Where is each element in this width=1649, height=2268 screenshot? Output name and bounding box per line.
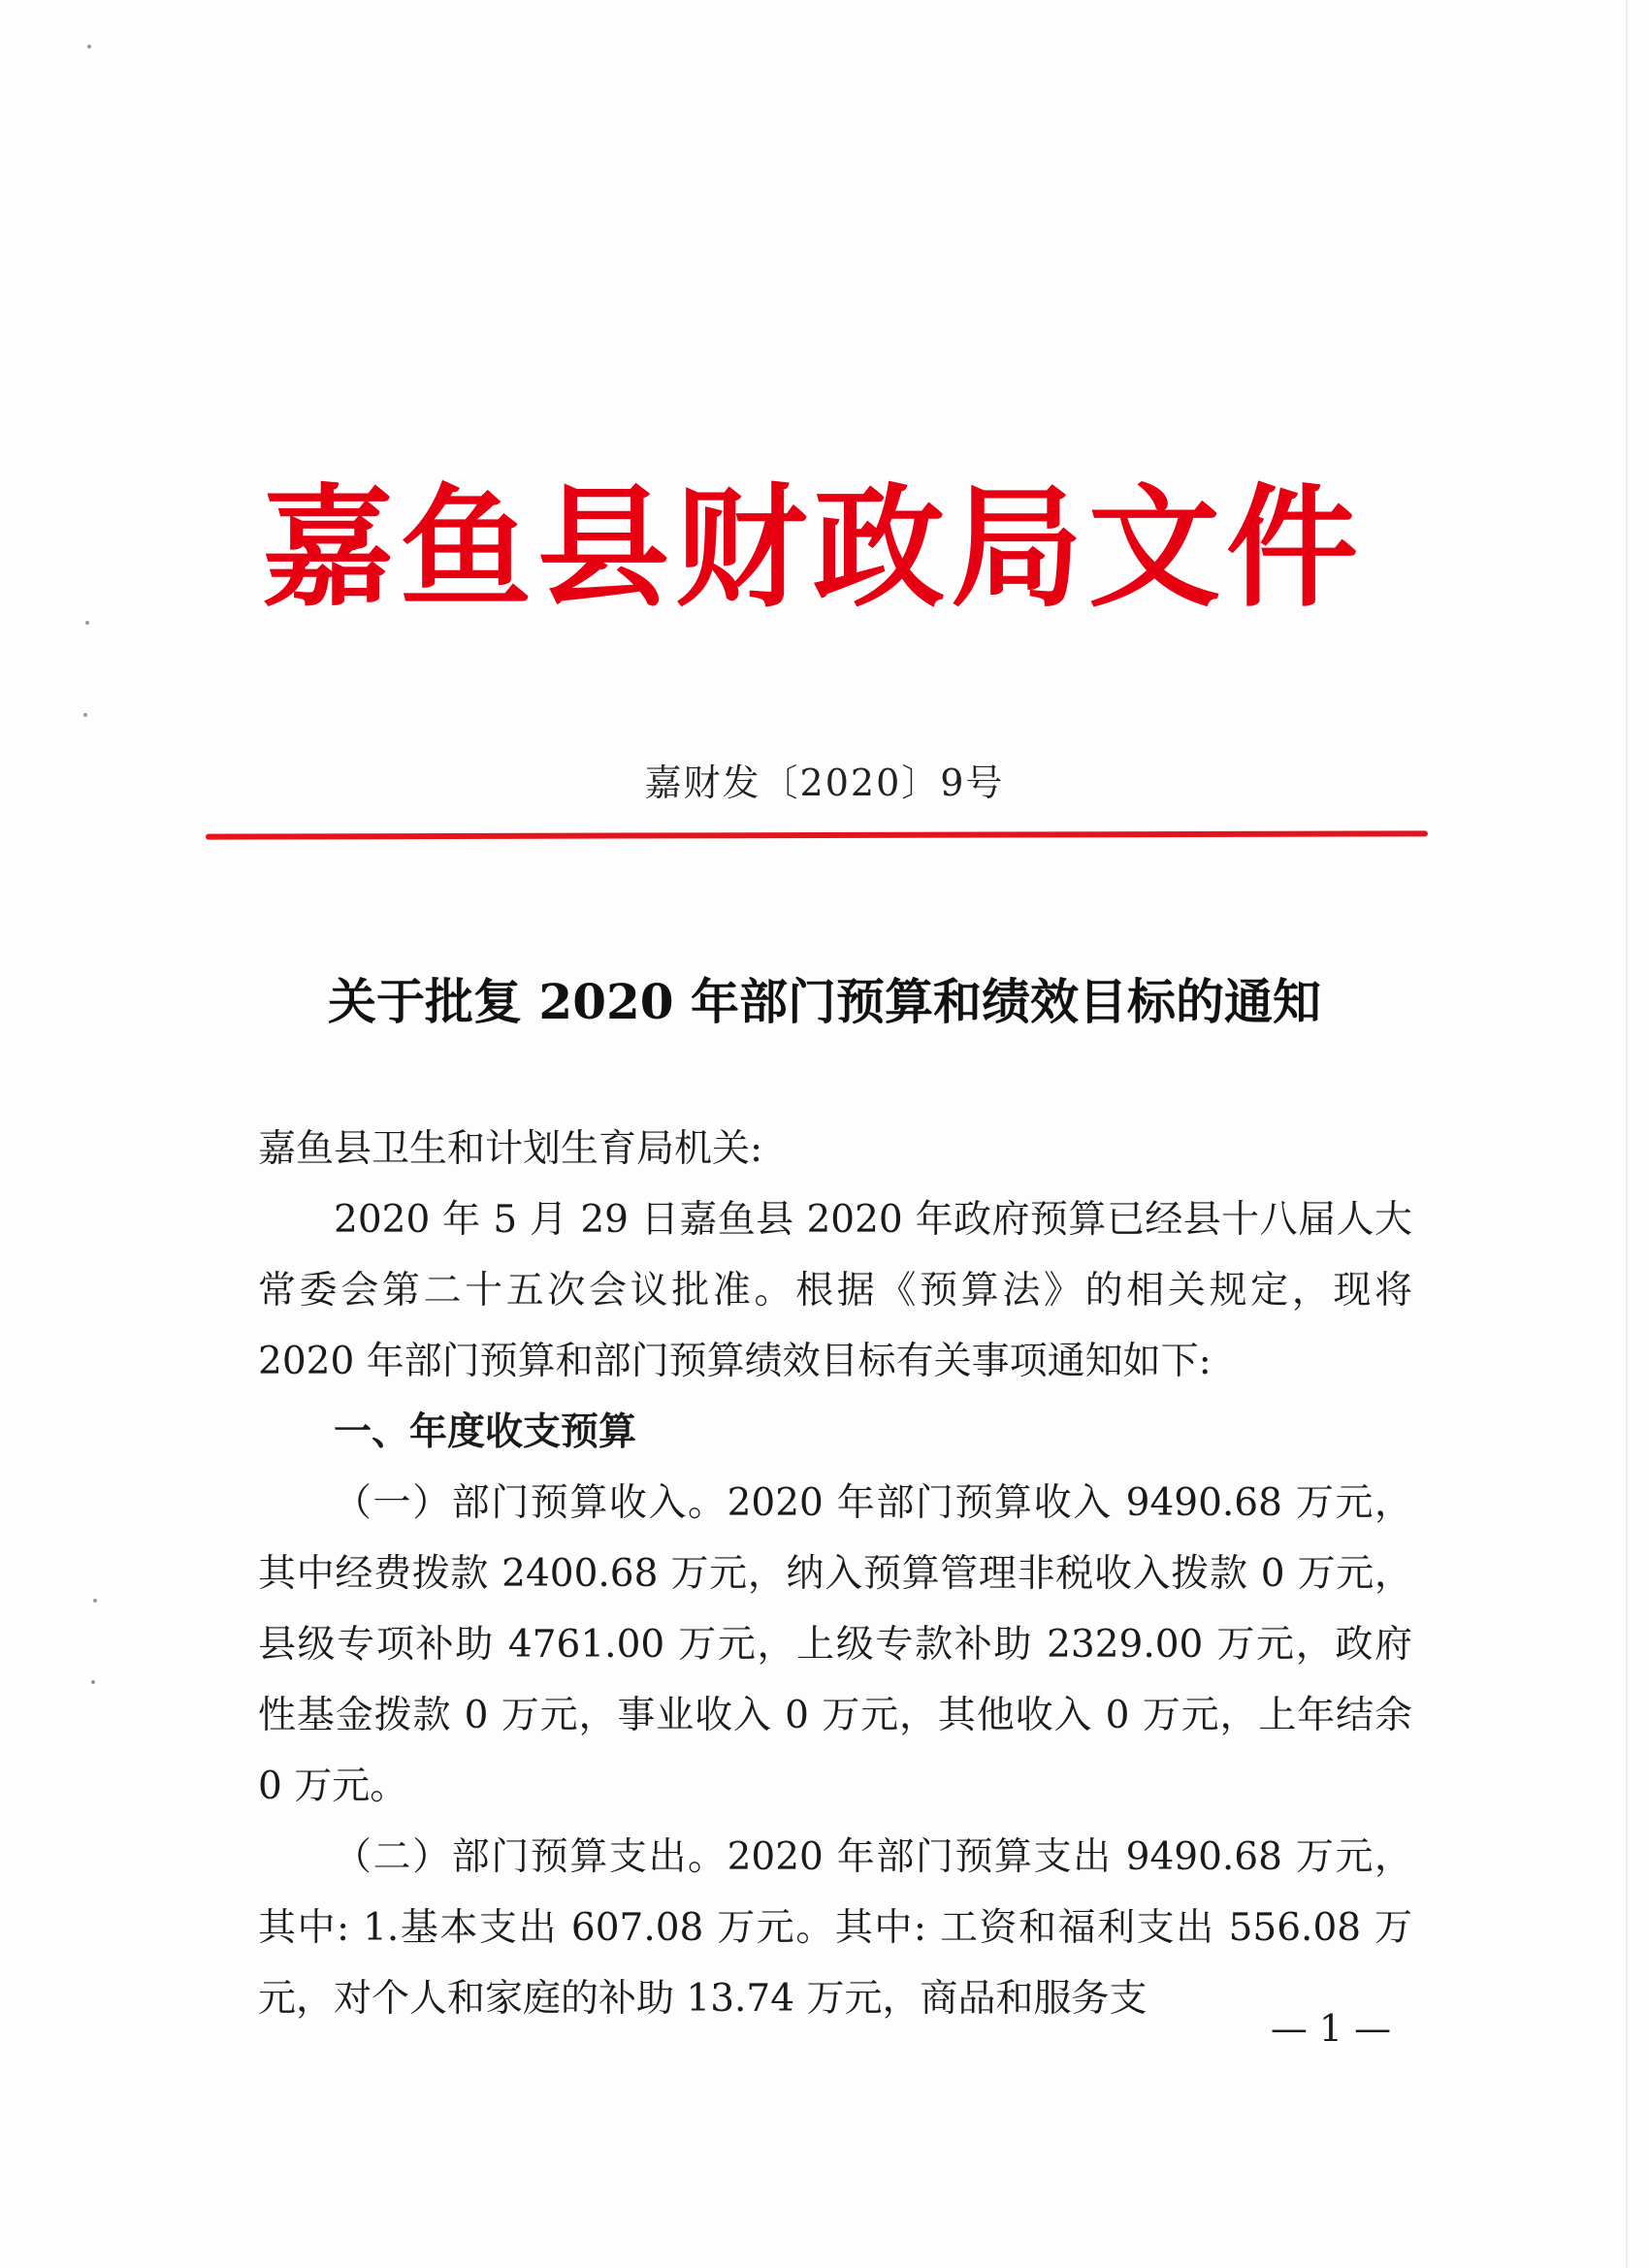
red-separator-rule bbox=[206, 830, 1428, 839]
scan-speck bbox=[93, 1599, 97, 1603]
notice-body bbox=[258, 1184, 1412, 2034]
expenditure-paragraph: （二）部门预算支出。2020 年部门预算支出 9490.68 万元，其中: 1.基本支出 607.08 万元。其中: 工资和福利支出 556.08 万元，对个人和家庭的补助 13.74 万元，商品和服务支 bbox=[258, 1835, 1412, 2021]
section-heading: 一、年度收支预算 bbox=[334, 1410, 637, 1454]
scan-speck bbox=[83, 713, 87, 717]
issuing-org-title: 嘉鱼县财政局文件 bbox=[262, 470, 1364, 626]
document-number: 嘉财发〔2020〕9号 bbox=[644, 761, 1005, 804]
scan-speck bbox=[91, 1680, 95, 1684]
recipient-line: 嘉鱼县卫生和计划生育局机关: bbox=[258, 1127, 763, 1171]
scan-edge-line bbox=[1626, 0, 1628, 2268]
scan-speck bbox=[87, 45, 91, 49]
intro-paragraph: 2020 年 5 月 29 日嘉鱼县 2020 年政府预算已经县十八届人大常委会第二十五次会议批准。根据《预算法》的相关规定，现将 2020 年部门预算和部门预算绩效目标有关事项通知如下: bbox=[258, 1198, 1412, 1383]
income-paragraph: （一）部门预算收入。2020 年部门预算收入 9490.68 万元，其中经费拨款 2400.68 万元，纳入预算管理非税收入拨款 0 万元，县级专项补助 4761.00 万元，上级专款补助 2329.00 万元，政府性基金拨款 0 万元，事业收入 0 万元，其他收入 0 万元，上年结余 0 万元。 bbox=[258, 1481, 1412, 1808]
notice-title: 关于批复 2020 年部门预算和绩效目标的通知 bbox=[328, 973, 1321, 1030]
page-number: — 1 — bbox=[1270, 2007, 1392, 2050]
scan-speck bbox=[85, 621, 89, 625]
